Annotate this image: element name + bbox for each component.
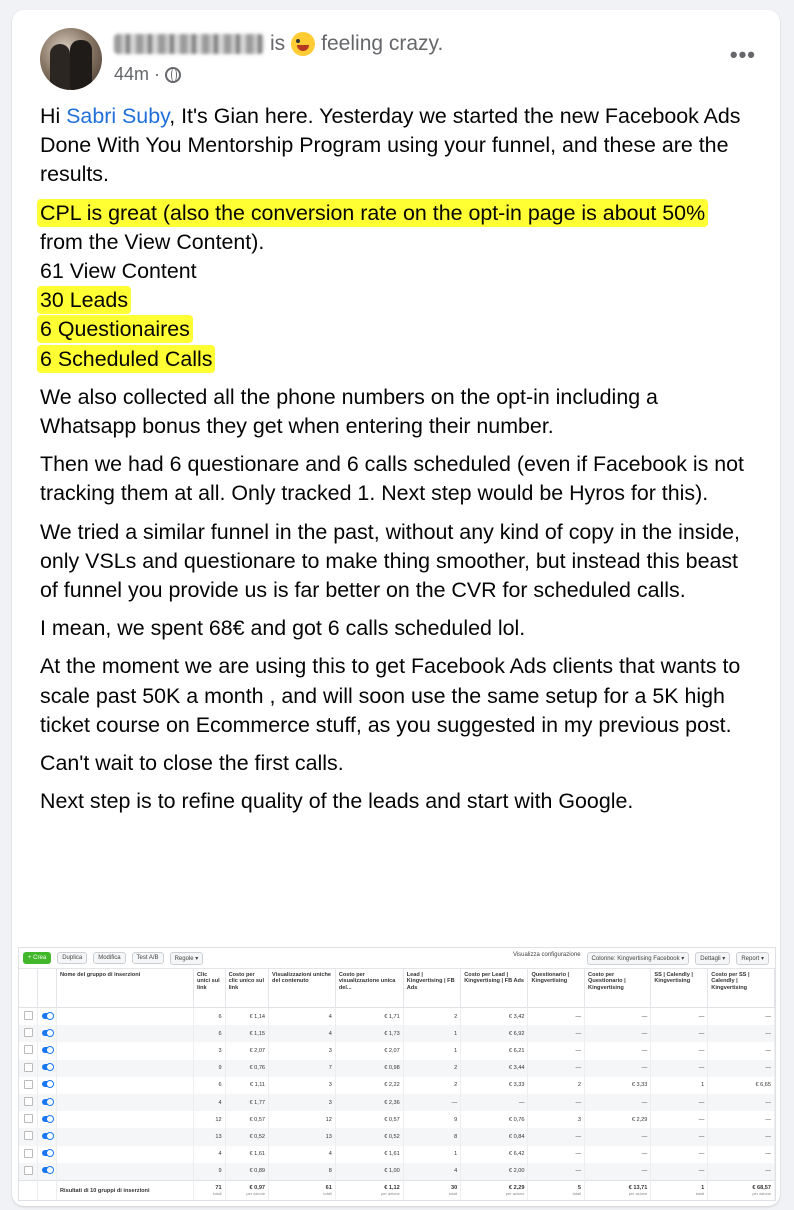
table-cell: — bbox=[528, 1146, 585, 1163]
table-cell: — bbox=[585, 1008, 651, 1026]
table-cell: 12 bbox=[269, 1111, 336, 1128]
ad-set-name-cell[interactable] bbox=[57, 1128, 194, 1145]
ad-set-name-cell[interactable] bbox=[57, 1163, 194, 1181]
table-cell: € 2,07 bbox=[335, 1042, 403, 1059]
row-toggle[interactable] bbox=[38, 1008, 57, 1026]
table-cell: € 1,11 bbox=[225, 1077, 268, 1094]
table-cell: € 6,21 bbox=[461, 1042, 528, 1059]
table-cell: € 0,52 bbox=[335, 1128, 403, 1145]
table-cell: € 1,73 bbox=[335, 1025, 403, 1042]
row-checkbox[interactable] bbox=[19, 1042, 38, 1059]
total-cell: 61 totali bbox=[269, 1180, 336, 1201]
table-row[interactable] bbox=[19, 1077, 775, 1094]
table-row[interactable] bbox=[19, 1025, 775, 1042]
post-meta bbox=[114, 64, 181, 85]
table-cell: — bbox=[708, 1094, 775, 1111]
row-checkbox[interactable] bbox=[19, 1077, 38, 1094]
paragraph-intro: Hi Sabri Suby, It's Gian here. Yesterday we started the new Facebook Ads Done With You Mentorship Program using your funnel, and these are the results. bbox=[40, 104, 741, 187]
table-cell: 3 bbox=[528, 1111, 585, 1128]
table-cell: — bbox=[585, 1163, 651, 1181]
table-cell: 7 bbox=[269, 1060, 336, 1077]
table-cell: 4 bbox=[403, 1163, 460, 1181]
status-suffix: is bbox=[270, 32, 286, 55]
table-cell: 1 bbox=[651, 1077, 708, 1094]
table-cell: 1 bbox=[403, 1146, 460, 1163]
table-cell: € 2,22 bbox=[335, 1077, 403, 1094]
table-cell: € 1,15 bbox=[225, 1025, 268, 1042]
highlight-questionaires: 6 Questionaires bbox=[37, 315, 193, 343]
highlight-leads: 30 Leads bbox=[37, 286, 131, 314]
table-cell: € 6,42 bbox=[461, 1146, 528, 1163]
table-cell: — bbox=[585, 1042, 651, 1059]
table-row[interactable] bbox=[19, 1128, 775, 1145]
ad-sets-table bbox=[19, 969, 775, 1201]
table-cell: — bbox=[651, 1060, 708, 1077]
table-cell: 6 bbox=[194, 1025, 226, 1042]
table-cell: € 0,52 bbox=[225, 1128, 268, 1145]
rules-button: Regole ▾ bbox=[170, 952, 204, 965]
table-cell: € 2,00 bbox=[461, 1163, 528, 1181]
table-cell: — bbox=[403, 1094, 460, 1111]
col-unique-clicks: Clic unici sul link bbox=[194, 969, 226, 1008]
row-checkbox[interactable] bbox=[19, 1146, 38, 1163]
ad-set-name-cell[interactable] bbox=[57, 1060, 194, 1077]
col-ad-set-name: Nome del gruppo di inserzioni bbox=[57, 969, 194, 1008]
table-cell: — bbox=[585, 1146, 651, 1163]
table-cell: — bbox=[528, 1060, 585, 1077]
total-cell: € 68,57 per azione bbox=[708, 1180, 775, 1201]
col-cost-per-lead: Costo per Lead | Kingvertising | FB Ads bbox=[461, 969, 528, 1008]
ad-set-name-cell[interactable] bbox=[57, 1077, 194, 1094]
table-cell: — bbox=[651, 1128, 708, 1145]
ad-set-name-cell[interactable] bbox=[57, 1042, 194, 1059]
table-cell: — bbox=[461, 1094, 528, 1111]
totals-label: Risultati di 10 gruppi di inserzioni bbox=[57, 1180, 194, 1201]
table-cell: € 0,98 bbox=[335, 1060, 403, 1077]
table-cell: — bbox=[708, 1163, 775, 1181]
col-questionario: Questionario | Kingvertising bbox=[528, 969, 585, 1008]
row-toggle[interactable] bbox=[38, 1111, 57, 1128]
table-cell: — bbox=[651, 1163, 708, 1181]
row-toggle[interactable] bbox=[38, 1042, 57, 1059]
mention-link[interactable]: Sabri Suby bbox=[66, 104, 170, 128]
total-cell: 5 totali bbox=[528, 1180, 585, 1201]
table-cell: € 3,44 bbox=[461, 1060, 528, 1077]
total-cell: 1 totali bbox=[651, 1180, 708, 1201]
table-cell: € 1,61 bbox=[335, 1146, 403, 1163]
table-cell: 2 bbox=[403, 1008, 460, 1026]
table-cell: 3 bbox=[269, 1094, 336, 1111]
paragraph-next-step: Next step is to refine quality of the leads and start with Google. bbox=[40, 789, 634, 814]
table-cell: 9 bbox=[403, 1111, 460, 1128]
ad-set-name-cell[interactable] bbox=[57, 1146, 194, 1163]
table-cell: € 2,36 bbox=[335, 1094, 403, 1111]
total-cell: € 2,29 per azione bbox=[461, 1180, 528, 1201]
row-checkbox[interactable] bbox=[19, 1163, 38, 1181]
table-cell: 4 bbox=[269, 1025, 336, 1042]
table-cell: 4 bbox=[194, 1146, 226, 1163]
table-cell: 9 bbox=[194, 1060, 226, 1077]
table-row[interactable] bbox=[19, 1146, 775, 1163]
ab-test-button: Test A/B bbox=[132, 952, 164, 964]
row-checkbox[interactable] bbox=[19, 1060, 38, 1077]
table-cell: — bbox=[708, 1146, 775, 1163]
table-row[interactable] bbox=[19, 1163, 775, 1181]
post-header bbox=[114, 32, 443, 56]
table-cell: — bbox=[651, 1146, 708, 1163]
table-cell: € 0,89 bbox=[225, 1163, 268, 1181]
table-cell: — bbox=[585, 1025, 651, 1042]
author-name-blurred[interactable] bbox=[114, 34, 264, 54]
audience-friends-icon[interactable] bbox=[165, 67, 181, 83]
ads-manager-screenshot[interactable] bbox=[18, 947, 776, 1201]
table-cell: — bbox=[651, 1094, 708, 1111]
table-cell: 4 bbox=[269, 1008, 336, 1026]
table-row[interactable] bbox=[19, 1094, 775, 1111]
row-toggle[interactable] bbox=[38, 1128, 57, 1145]
col-ss-calendly: SS | Calendly | Kingvertising bbox=[651, 969, 708, 1008]
row-toggle[interactable] bbox=[38, 1094, 57, 1111]
table-cell: € 3,33 bbox=[461, 1077, 528, 1094]
columns-button: Colonne: Kingvertising Facebook ▾ bbox=[587, 952, 690, 965]
view-setup-label: Visualizza configurazione bbox=[512, 951, 581, 958]
table-cell: 3 bbox=[194, 1042, 226, 1059]
row-toggle[interactable] bbox=[38, 1025, 57, 1042]
highlight-calls: 6 Scheduled Calls bbox=[37, 345, 215, 373]
row-checkbox[interactable] bbox=[19, 1128, 38, 1145]
table-cell: — bbox=[708, 1042, 775, 1059]
table-cell: — bbox=[528, 1025, 585, 1042]
ad-set-name-cell[interactable] bbox=[57, 1094, 194, 1111]
paragraph-questionare: Then we had 6 questionare and 6 calls scheduled (even if Facebook is not tracking them at all. Only tracked 1. Next step would be Hyros for this). bbox=[40, 452, 744, 506]
table-cell: 12 bbox=[194, 1111, 226, 1128]
table-cell: — bbox=[651, 1008, 708, 1026]
table-cell: 8 bbox=[269, 1163, 336, 1181]
table-cell: — bbox=[708, 1008, 775, 1026]
table-cell: € 0,76 bbox=[461, 1111, 528, 1128]
table-cell: — bbox=[708, 1060, 775, 1077]
table-row[interactable] bbox=[19, 1042, 775, 1059]
table-cell: 4 bbox=[269, 1146, 336, 1163]
ads-toolbar bbox=[19, 948, 775, 969]
ad-set-name-cell[interactable] bbox=[57, 1025, 194, 1042]
table-cell: — bbox=[708, 1025, 775, 1042]
post-time[interactable]: 44m · bbox=[114, 64, 161, 84]
row-checkbox[interactable] bbox=[19, 1111, 38, 1128]
table-cell: 1 bbox=[403, 1042, 460, 1059]
highlight-cpl: CPL is great (also the conversion rate on the opt-in page is about 50% bbox=[37, 199, 708, 227]
col-cost-per-click: Costo per clic unico sul link bbox=[225, 969, 268, 1008]
table-cell: € 3,42 bbox=[461, 1008, 528, 1026]
table-cell: — bbox=[528, 1128, 585, 1145]
edit-button: Modifica bbox=[93, 952, 125, 964]
table-cell: 2 bbox=[403, 1060, 460, 1077]
paragraph-close-calls: Can't wait to close the first calls. bbox=[40, 751, 344, 776]
table-cell: € 1,61 bbox=[225, 1146, 268, 1163]
paragraph-spent: I mean, we spent 68€ and got 6 calls scheduled lol. bbox=[40, 616, 526, 641]
table-cell: 4 bbox=[194, 1094, 226, 1111]
row-toggle[interactable] bbox=[38, 1077, 57, 1094]
post-card bbox=[12, 10, 780, 1206]
table-cell: — bbox=[585, 1060, 651, 1077]
table-cell: € 6,92 bbox=[461, 1025, 528, 1042]
line-from-view-content: from the View Content). bbox=[40, 229, 265, 254]
table-cell: — bbox=[651, 1042, 708, 1059]
avatar[interactable] bbox=[40, 28, 102, 90]
row-checkbox[interactable] bbox=[19, 1094, 38, 1111]
table-cell: € 1,71 bbox=[335, 1008, 403, 1026]
table-cell: € 2,07 bbox=[225, 1042, 268, 1059]
table-cell: 1 bbox=[403, 1025, 460, 1042]
total-cell: € 13,71 per azione bbox=[585, 1180, 651, 1201]
table-cell: € 0,57 bbox=[225, 1111, 268, 1128]
paragraph-past-funnel: We tried a similar funnel in the past, without any kind of copy in the inside, only VSLs and questionare to make thing smoother, but instead this beast of funnel you provide us is far better on the CVR for scheduled calls. bbox=[40, 519, 740, 603]
table-cell: € 0,76 bbox=[225, 1060, 268, 1077]
table-cell: — bbox=[528, 1163, 585, 1181]
table-cell: 2 bbox=[528, 1077, 585, 1094]
table-cell: — bbox=[585, 1128, 651, 1145]
total-cell: 71 totali bbox=[194, 1180, 226, 1201]
table-row[interactable] bbox=[19, 1008, 775, 1026]
table-cell: 2 bbox=[403, 1077, 460, 1094]
feeling-text: feeling crazy. bbox=[321, 32, 444, 55]
table-cell: € 1,00 bbox=[335, 1163, 403, 1181]
table-cell: 13 bbox=[269, 1128, 336, 1145]
table-row[interactable] bbox=[19, 1060, 775, 1077]
paragraph-phone-numbers: We also collected all the phone numbers on the opt-in including a Whatsapp bonus they get when entering their number. bbox=[40, 384, 658, 439]
table-cell: 6 bbox=[194, 1008, 226, 1026]
col-leads: Lead | Kingvertising | FB Ads bbox=[403, 969, 460, 1008]
table-cell: € 1,77 bbox=[225, 1094, 268, 1111]
table-cell: € 0,84 bbox=[461, 1128, 528, 1145]
create-button: + Crea bbox=[23, 952, 51, 964]
table-cell: — bbox=[528, 1008, 585, 1026]
row-toggle[interactable] bbox=[38, 1060, 57, 1077]
post-body bbox=[40, 102, 760, 825]
more-options-icon[interactable]: ••• bbox=[729, 42, 756, 67]
row-toggle[interactable] bbox=[38, 1163, 57, 1181]
table-cell: € 3,33 bbox=[585, 1077, 651, 1094]
total-cell: € 1,12 per azione bbox=[335, 1180, 403, 1201]
crazy-face-emoji-icon bbox=[291, 32, 315, 56]
table-cell: — bbox=[708, 1111, 775, 1128]
col-unique-views: Visualizzazioni uniche del contenuto bbox=[269, 969, 336, 1008]
total-cell: € 0,97 per azione bbox=[225, 1180, 268, 1201]
table-row[interactable] bbox=[19, 1111, 775, 1128]
table-cell: 6 bbox=[194, 1077, 226, 1094]
table-cell: — bbox=[651, 1025, 708, 1042]
table-cell: — bbox=[708, 1128, 775, 1145]
row-checkbox[interactable] bbox=[19, 1008, 38, 1026]
ad-set-name-cell[interactable] bbox=[57, 1111, 194, 1128]
total-cell: 30 totali bbox=[403, 1180, 460, 1201]
table-cell: € 0,57 bbox=[335, 1111, 403, 1128]
paragraph-results bbox=[40, 199, 760, 374]
table-cell: 3 bbox=[269, 1042, 336, 1059]
table-cell: 3 bbox=[269, 1077, 336, 1094]
paragraph-plans: At the moment we are using this to get Facebook Ads clients that wants to scale past 50K a month , and will soon use the same setup for a 5K high ticket course on Ecommerce stuff, as you suggested in my previous post. bbox=[40, 654, 741, 737]
table-cell: — bbox=[528, 1094, 585, 1111]
table-header-row bbox=[19, 969, 775, 1008]
table-cell: — bbox=[651, 1111, 708, 1128]
table-cell: € 6,65 bbox=[708, 1077, 775, 1094]
table-cell: 8 bbox=[403, 1128, 460, 1145]
table-cell: 9 bbox=[194, 1163, 226, 1181]
table-cell: — bbox=[528, 1042, 585, 1059]
details-button: Dettagli ▾ bbox=[695, 952, 730, 965]
col-cost-per-ss: Costo per SS | Calendly | Kingvertising bbox=[708, 969, 775, 1008]
table-cell: — bbox=[585, 1094, 651, 1111]
row-checkbox[interactable] bbox=[19, 1025, 38, 1042]
row-toggle[interactable] bbox=[38, 1146, 57, 1163]
line-view-content: 61 View Content bbox=[40, 259, 197, 284]
duplicate-button: Duplica bbox=[57, 952, 87, 964]
ad-set-name-cell[interactable] bbox=[57, 1008, 194, 1026]
table-cell: € 1,14 bbox=[225, 1008, 268, 1026]
report-button: Report ▾ bbox=[736, 952, 769, 965]
table-cell: € 2,29 bbox=[585, 1111, 651, 1128]
col-cost-per-view: Costo per visualizzazione unica del... bbox=[335, 969, 403, 1008]
col-cost-per-questionario: Costo per Questionario | Kingvertising bbox=[585, 969, 651, 1008]
table-cell: 13 bbox=[194, 1128, 226, 1145]
totals-row bbox=[19, 1180, 775, 1201]
